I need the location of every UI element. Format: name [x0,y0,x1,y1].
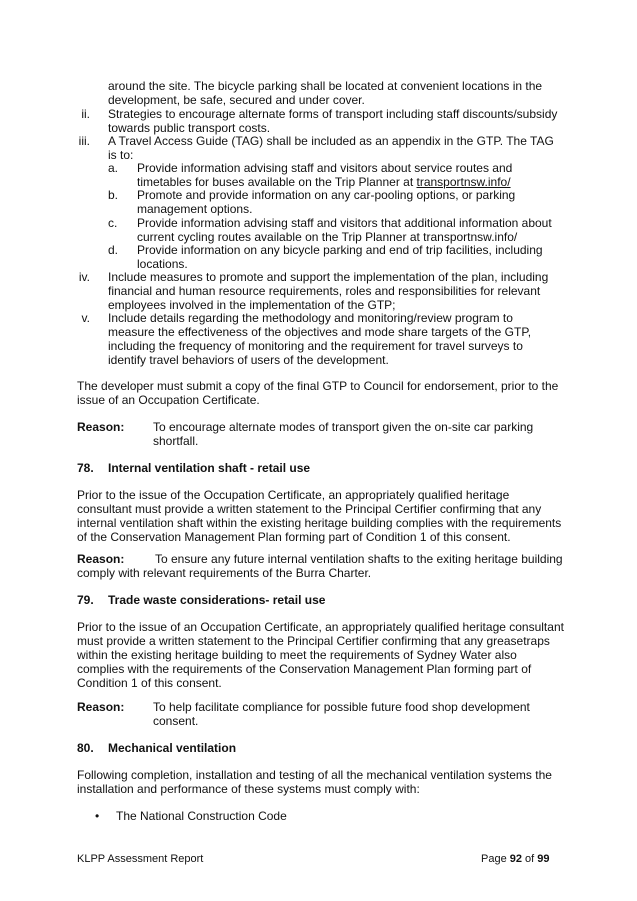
footer-left: KLPP Assessment Report [77,853,204,865]
sub-letter: b. [108,188,119,202]
section-number: 79. [77,593,94,607]
sub-item-text: Promote and provide information on any car-pooling options, or parking management options. [137,188,516,216]
section-78-body: Prior to the issue of the Occupation Certificate, an appropriately qualified heritage consultant must provide a written statement to the Principal Certifier confirming that any internal ventilation shaft within the existing heritage building complies with the requirements of the Conservation Management Plan forming part of Condition 1 of this consent. [77,488,562,544]
gtp-submit-paragraph: The developer must submit a copy of the final GTP to Council for endorsement, prior to the issue of an Occupation Certificate. [77,379,559,407]
reason-label: Reason: [77,420,125,434]
list-number: iii. [78,134,90,148]
section-title: Trade waste considerations- retail use [108,593,326,607]
list-number: ii. [81,107,90,121]
transport-link[interactable]: transportnsw.info/ [416,175,511,189]
list-number: iv. [78,270,90,284]
reason-label: Reason: [77,552,125,566]
reason-78-text: To ensure any future internal ventilation shafts to the exiting heritage building comply with relevant requirements of the Burra Charter. [77,552,563,580]
section-80-body: Following completion, installation and testing of all the mechanical ventilation systems the installation and performance of these systems must comply with: [77,768,552,796]
reason-79-text: To help facilitate compliance for possible future food shop development consent. [153,700,530,728]
list-item-text: A Travel Access Guide (TAG) shall be included as an appendix in the GTP. The TAG is to: [108,134,554,162]
section-title: Internal ventilation shaft - retail use [108,461,311,475]
section-80-heading [77,741,236,755]
sub-item-text: Provide information advising staff and visitors that additional information about current cycling routes available on the Trip Planner at transportnsw.info/ [137,216,552,244]
sub-item-text: Provide information advising staff and visitors about service routes and timetables for buses available on the Trip Planner at transportnsw.info/ [137,161,513,189]
sub-letter: c. [108,216,118,230]
continuation-text: around the site. The bicycle parking shall be located at convenient locations in the development, be safe, secured and under cover. [108,79,543,107]
page-number: Page 92 of 99 [481,853,550,865]
sub-letter: d. [108,243,119,257]
bullet-text: The National Construction Code [116,809,287,823]
section-79-body: Prior to the issue of an Occupation Certificate, an appropriately qualified heritage consultant must provide a written statement to the Principal Certifier confirming that any greasetraps within the existing heritage building to meet the requirements of Sydney Water also complies with the requirements of the Conservation Management Plan forming part of Condition 1 of this consent. [77,620,564,690]
bullet-icon: • [95,809,100,823]
section-78-heading [77,461,310,475]
reason-77-text: To encourage alternate modes of transport given the on-site car parking shortfall. [153,420,534,448]
list-number: v. [81,311,90,325]
reason-label: Reason: [77,700,125,714]
section-79-heading [77,593,325,607]
section-number: 78. [77,461,94,475]
sub-item-text: Provide information on any bicycle parking and end of trip facilities, including locations. [137,243,543,271]
section-number: 80. [77,741,94,755]
list-item-text: Include measures to promote and support the implementation of the plan, including financial and human resource requirements, roles and responsibilities for relevant employees involved in the implementation of the GTP; [108,270,549,312]
list-item-text: Include details regarding the methodology and monitoring/review program to measure the effectiveness of the objectives and mode share targets of the GTP, including the frequency of monitoring and the requirement for travel surveys to identify travel behaviors of users of the development. [108,311,532,367]
list-item-text: Strategies to encourage alternate forms of transport including staff discounts/subsidy towards public transport costs. [108,107,558,135]
sub-letter: a. [108,161,119,175]
section-title: Mechanical ventilation [108,741,237,755]
